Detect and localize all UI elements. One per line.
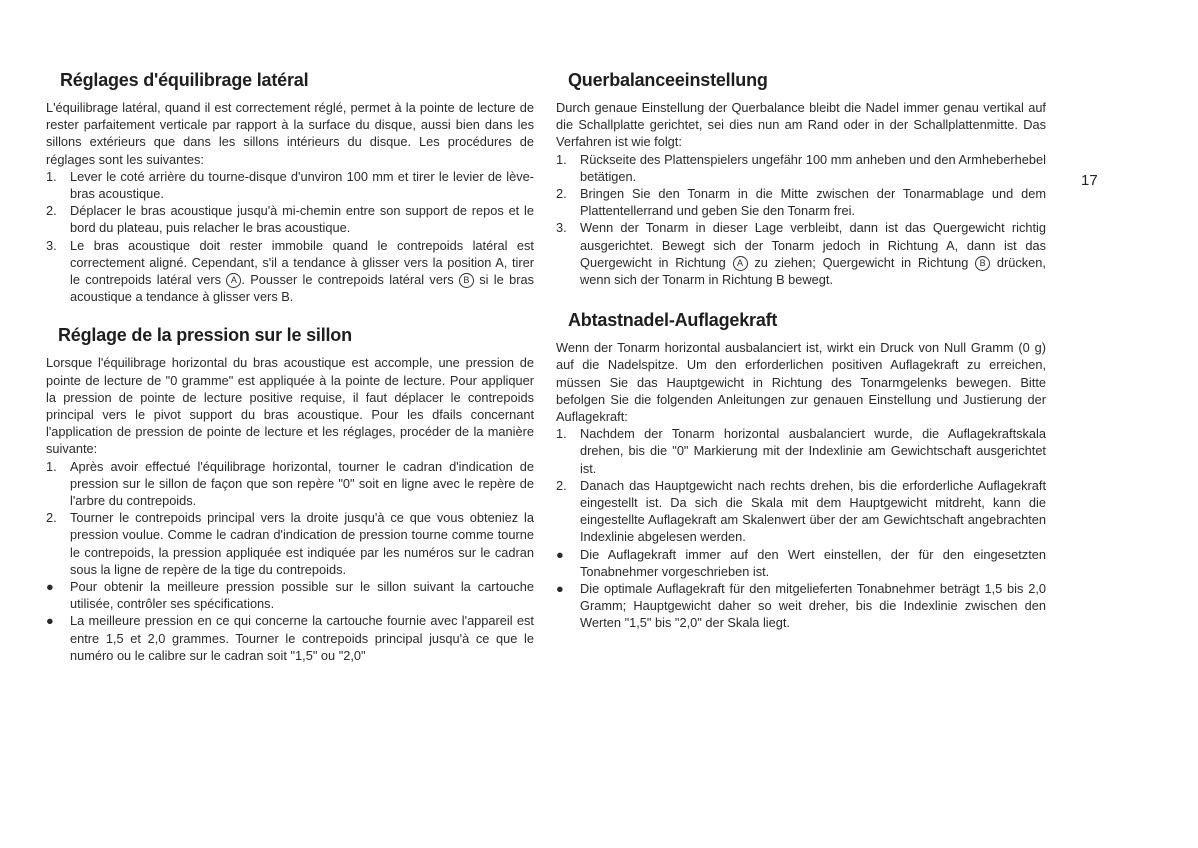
list-item: 1. Rückseite des Plattenspielers ungefähr 100 mm anheben und den Armheberhebel betätigen.: [556, 151, 1046, 184]
fr-steps-lateral-balance: [46, 168, 534, 306]
fr-intro-lateral-balance: L'équilibrage latéral, quand il est correctement réglé, permet à la pointe de lecture de rester parfaitement verticale par rapport à la surface du disque, aussi bien dans les sillons extérieurs que dans les sillons intérieurs du disque. Les procédures de réglages sont les suivantes:: [46, 100, 534, 167]
list-item: 2. Danach das Hauptgewicht nach rechts drehen, bis die erforderliche Auflagekraft eingestellt ist. Da sich die Skala mit dem Hauptgewicht mitdreht, kann die eingestellte Auflagekraft am Skalenwert über der am Gewichtschaft angebrachten Indexlinie abgelesen werden.: [556, 477, 1046, 545]
bullet-item: ● La meilleure pression en ce qui concerne la cartouche fournie avec l'appareil est entre 1,5 et 2,0 grammes. Tourner le contrepoids principal jusqu'à ce que le numéro ou le calibre sur le cadran soit "1,5" ou "2,0": [46, 613, 534, 663]
bullet-item: ● Die optimale Auflagekraft für den mitgelieferten Tonabnehmer beträgt 1,5 bis 2,0 Gramm; Hauptgewicht daher so weit dreher, bis die Indexlinie zwischen den Werten "1,5" bis "2,0" der Skala liegt.: [556, 581, 1046, 631]
french-column: [46, 68, 534, 664]
list-item: 2. Bringen Sie den Tonarm in die Mitte zwischen der Tonarmablage und dem Plattentellerrand und geben Sie den Tonarm frei.: [556, 186, 1046, 219]
de-intro-cross-balance: Durch genaue Einstellung der Querbalance bleibt die Nadel immer genau vertikal auf die Schallplatte gerichtet, sei dies nun am Rand oder in der Schallplattenmitte. Das Verfahren ist wie folgt:: [556, 100, 1046, 150]
list-item: 3. Wenn der Tonarm in dieser Lage verbleibt, dann ist das Quergewicht richtig ausgerichtet. Bewegt sich der Tonarm jedoch in Richtung A, dann ist das Quergewicht in Richtung A zu ziehen; Quergewicht in Richtung B drücken, wenn sich der Tonarm in Richtung B bewegt.: [556, 220, 1046, 288]
list-item: 1. Après avoir effectué l'équilibrage horizontal, tourner le cadran d'indication de pression sur le sillon de façon que son repère "0" soit en ligne avec le repère de l'arbre du contrepoids.: [46, 458, 534, 509]
de-steps-cross-balance: [556, 151, 1046, 289]
page-number: 17: [1081, 172, 1098, 189]
circled-a-symbol: A: [226, 273, 241, 288]
list-item: 1. Nachdem der Tonarm horizontal ausbalanciert wurde, die Auflagekraftskala drehen, bis die "0" Markierung mit der Indexlinie am Gewichtschaft ausgerichtet ist.: [556, 426, 1046, 476]
list-item: 1. Lever le coté arrière du tourne-disque d'unviron 100 mm et tirer le levier de lève-bras acoustique.: [46, 168, 534, 202]
de-intro-tracking-force: Wenn der Tonarm horizontal ausbalanciert ist, wirkt ein Druck von Null Gramm (0 g) auf die Nadelspitze. Um den erforderlichen positiven Auflagekraft zu erreichen, müssen Sie das Hauptgewicht in Richtung des Tonarmgelenks bewegen. Bitte befolgen Sie die folgenden Anleitungen zur genauen Einstellung und Justierung der Auflagekraft:: [556, 340, 1046, 425]
fr-heading-lateral-balance: Réglages d'équilibrage latéral: [60, 70, 309, 90]
list-item: 2. Tourner le contrepoids principal vers la droite jusqu'à ce que vous obteniez la pression voulue. Comme le cadran d'indication de pression tourne comme tourne le contrepoids, la pression appliquée est indiquée par les numéros sur le cadran sous la ligne de repère de la tige du contrepoids.: [46, 510, 534, 577]
bullet-item: ● Pour obtenir la meilleure pression possible sur le sillon suivant la cartouche utilisée, contrôler ses spécifications.: [46, 579, 534, 612]
fr-steps-tracking-force: [46, 458, 534, 664]
list-item: 3. Le bras acoustique doit rester immobile quand le contrepoids latéral est correctement aligné. Cependant, s'il a tendance à glisser vers la position A, tirer le contrepoids latéral vers A . Pousser le contrepoids latéral vers B si le bras acoustique a tendance à glisser vers B.: [46, 237, 534, 305]
german-column: [556, 68, 1046, 632]
fr-intro-tracking-force: Lorsque l'équilibrage horizontal du bras acoustique est accomple, une pression de pointe de lecture de "0 gramme" est appliquée à la pointe de lecture. Pour appliquer la pression de pointe de lecture positive requise, il faut déplacer le contrepoids principal vers le pivot support du bras acoustique. Pour les dfails concernant l'application de pression de pointe de lecture et les réglages, procéder de la manière suivante:: [46, 355, 534, 457]
bullet-item: ● Die Auflagekraft immer auf den Wert einstellen, der für den eingesetzten Tonabnehmer vorgeschrieben ist.: [556, 546, 1046, 579]
fr-heading-tracking-force: Réglage de la pression sur le sillon: [58, 325, 352, 346]
de-heading-tracking-force: Abtastnadel-Auflagekraft: [568, 310, 778, 331]
circled-b-symbol: B: [459, 273, 474, 288]
de-heading-cross-balance: Querbalanceeinstellung: [568, 70, 768, 90]
circled-b-symbol: B: [975, 256, 990, 271]
circled-a-symbol: A: [733, 256, 748, 271]
list-item: 2. Déplacer le bras acoustique jusqu'à mi-chemin entre son support de repos et le bord du plateau, puis relacher le bras acoustique.: [46, 203, 534, 236]
de-steps-tracking-force: [556, 425, 1046, 631]
